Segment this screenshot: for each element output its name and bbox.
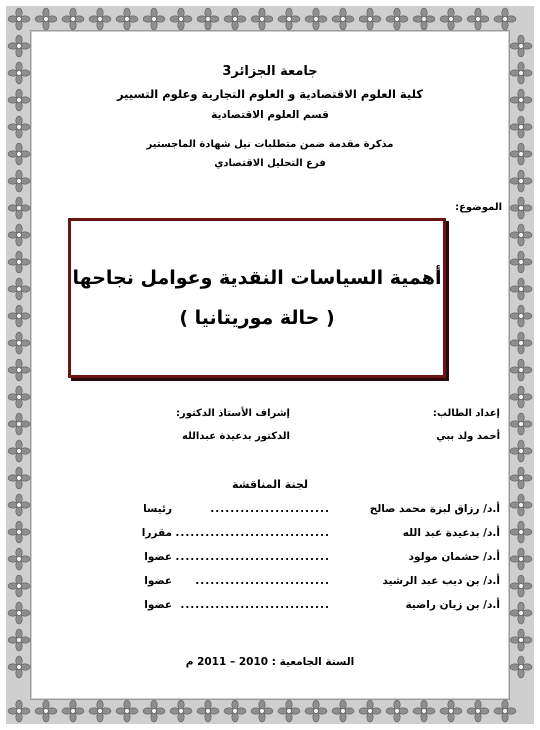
- committee-member: [40, 527, 500, 551]
- frame-flower-motif: [510, 548, 532, 570]
- frame-flower-motif: [8, 35, 30, 57]
- member-name: أ.د/ حشمان مولود: [408, 551, 500, 563]
- frame-flower-motif: [8, 656, 30, 678]
- member-dots: ...............................: [175, 527, 330, 539]
- frame-flower-motif: [62, 8, 84, 30]
- frame-flower-motif: [510, 278, 532, 300]
- member-dots: ..............................: [180, 599, 330, 611]
- frame-flower-motif: [8, 440, 30, 462]
- frame-flower-motif: [510, 521, 532, 543]
- frame-flower-motif: [510, 386, 532, 408]
- committee-member: [40, 551, 500, 575]
- frame-flower-motif: [224, 700, 246, 722]
- academic-year: السنة الجامعية : 2010 – 2011 م: [185, 656, 355, 668]
- frame-flower-motif: [89, 8, 111, 30]
- frame-flower-motif: [510, 332, 532, 354]
- frame-flower-motif: [170, 700, 192, 722]
- frame-flower-motif: [467, 700, 489, 722]
- frame-flower-motif: [510, 116, 532, 138]
- frame-flower-motif: [8, 170, 30, 192]
- committee-member: [40, 503, 500, 527]
- frame-flower-motif: [8, 521, 30, 543]
- frame-flower-motif: [510, 305, 532, 327]
- committee-member: [40, 599, 500, 623]
- member-role: عضوا: [144, 599, 172, 611]
- member-role: عضوا: [144, 575, 172, 587]
- frame-flower-motif: [8, 413, 30, 435]
- frame-flower-motif: [510, 197, 532, 219]
- frame-flower-motif: [62, 700, 84, 722]
- frame-flower-motif: [332, 8, 354, 30]
- frame-flower-motif: [8, 332, 30, 354]
- frame-flower-motif: [494, 700, 516, 722]
- member-name: أ.د/ بدعيدة عبد الله: [402, 527, 500, 539]
- frame-flower-motif: [35, 700, 57, 722]
- frame-flower-motif: [467, 8, 489, 30]
- frame-flower-motif: [359, 8, 381, 30]
- frame-flower-motif: [510, 602, 532, 624]
- frame-flower-motif: [510, 440, 532, 462]
- frame-flower-motif: [35, 8, 57, 30]
- frame-flower-motif: [510, 359, 532, 381]
- frame-flower-motif: [251, 8, 273, 30]
- member-role: عضوا: [144, 551, 172, 563]
- frame-flower-motif: [8, 386, 30, 408]
- thesis-title-line2: ( حالة موريتانيا ): [179, 307, 335, 329]
- supervisor-block: [90, 408, 290, 442]
- frame-flower-motif: [413, 700, 435, 722]
- frame-flower-motif: [8, 602, 30, 624]
- frame-flower-motif: [8, 467, 30, 489]
- frame-flower-motif: [386, 700, 408, 722]
- frame-flower-motif: [8, 116, 30, 138]
- frame-flower-motif: [8, 494, 30, 516]
- page-header: [40, 64, 500, 169]
- frame-flower-motif: [8, 224, 30, 246]
- frame-flower-motif: [8, 700, 30, 722]
- frame-flower-motif: [510, 143, 532, 165]
- member-dots: ........................: [210, 503, 330, 515]
- member-name: أ.د/ رزاق لبزة محمد صالح: [369, 503, 500, 515]
- frame-flower-motif: [510, 224, 532, 246]
- frame-flower-motif: [116, 700, 138, 722]
- member-name: أ.د/ بن ديب عبد الرشيد: [382, 575, 500, 587]
- title-page: [40, 40, 500, 690]
- frame-flower-motif: [8, 251, 30, 273]
- frame-flower-motif: [510, 62, 532, 84]
- member-dots: ...............................: [175, 551, 330, 563]
- subject-label: الموضوع:: [455, 202, 502, 213]
- faculty-name: كلية العلوم الاقتصادية و العلوم التجارية وعلوم التسيير: [117, 87, 423, 101]
- frame-flower-motif: [116, 8, 138, 30]
- member-name: أ.د/ بن زيان راضية: [405, 599, 500, 611]
- frame-flower-motif: [510, 35, 532, 57]
- supervisor-label: إشراف الأستاذ الدكتور:: [175, 408, 290, 419]
- committee-member: [40, 575, 500, 599]
- frame-flower-motif: [8, 8, 30, 30]
- frame-flower-motif: [8, 359, 30, 381]
- frame-flower-motif: [278, 700, 300, 722]
- thesis-title-line1: أهمية السياسات النقدية وعوامل نجاحها: [72, 267, 442, 289]
- frame-flower-motif: [89, 700, 111, 722]
- university-name: جامعة الجزائر3: [222, 64, 318, 79]
- frame-flower-motif: [197, 700, 219, 722]
- committee-section: [40, 478, 500, 623]
- thesis-title-box: [68, 218, 446, 378]
- frame-flower-motif: [8, 305, 30, 327]
- thesis-note: مذكرة مقدمة ضمن متطلبات نيل شهادة الماجستير: [146, 139, 394, 150]
- frame-flower-motif: [224, 8, 246, 30]
- frame-flower-motif: [510, 413, 532, 435]
- frame-flower-motif: [143, 700, 165, 722]
- department-name: قسم العلوم الاقتصادية: [211, 109, 329, 121]
- frame-flower-motif: [8, 575, 30, 597]
- frame-flower-motif: [8, 62, 30, 84]
- frame-flower-motif: [510, 467, 532, 489]
- frame-flower-motif: [494, 8, 516, 30]
- frame-flower-motif: [359, 700, 381, 722]
- member-role: رئيسا: [143, 503, 172, 515]
- supervisor-name: الدكتور بدعيدة عبدالله: [182, 431, 290, 442]
- frame-flower-motif: [197, 8, 219, 30]
- frame-flower-motif: [278, 8, 300, 30]
- student-block: [380, 408, 500, 442]
- frame-flower-motif: [170, 8, 192, 30]
- frame-flower-motif: [143, 8, 165, 30]
- frame-flower-motif: [510, 656, 532, 678]
- frame-flower-motif: [440, 700, 462, 722]
- frame-flower-motif: [8, 548, 30, 570]
- student-label: إعداد الطالب:: [432, 408, 500, 419]
- branch-name: فرع التحليل الاقتصادي: [214, 158, 326, 169]
- student-name: أحمد ولد ببي: [436, 431, 500, 442]
- member-dots: ...........................: [195, 575, 330, 587]
- frame-flower-motif: [510, 170, 532, 192]
- frame-flower-motif: [8, 143, 30, 165]
- member-role: مقررا: [141, 527, 172, 539]
- frame-flower-motif: [386, 8, 408, 30]
- frame-flower-motif: [8, 278, 30, 300]
- frame-flower-motif: [440, 8, 462, 30]
- frame-flower-motif: [510, 629, 532, 651]
- frame-flower-motif: [332, 700, 354, 722]
- frame-flower-motif: [413, 8, 435, 30]
- frame-flower-motif: [8, 197, 30, 219]
- frame-flower-motif: [510, 89, 532, 111]
- frame-flower-motif: [510, 251, 532, 273]
- frame-flower-motif: [8, 629, 30, 651]
- committee-heading: لجنة المناقشة: [231, 478, 308, 491]
- frame-flower-motif: [251, 700, 273, 722]
- frame-flower-motif: [8, 89, 30, 111]
- frame-flower-motif: [510, 494, 532, 516]
- frame-flower-motif: [305, 700, 327, 722]
- frame-flower-motif: [305, 8, 327, 30]
- frame-flower-motif: [510, 575, 532, 597]
